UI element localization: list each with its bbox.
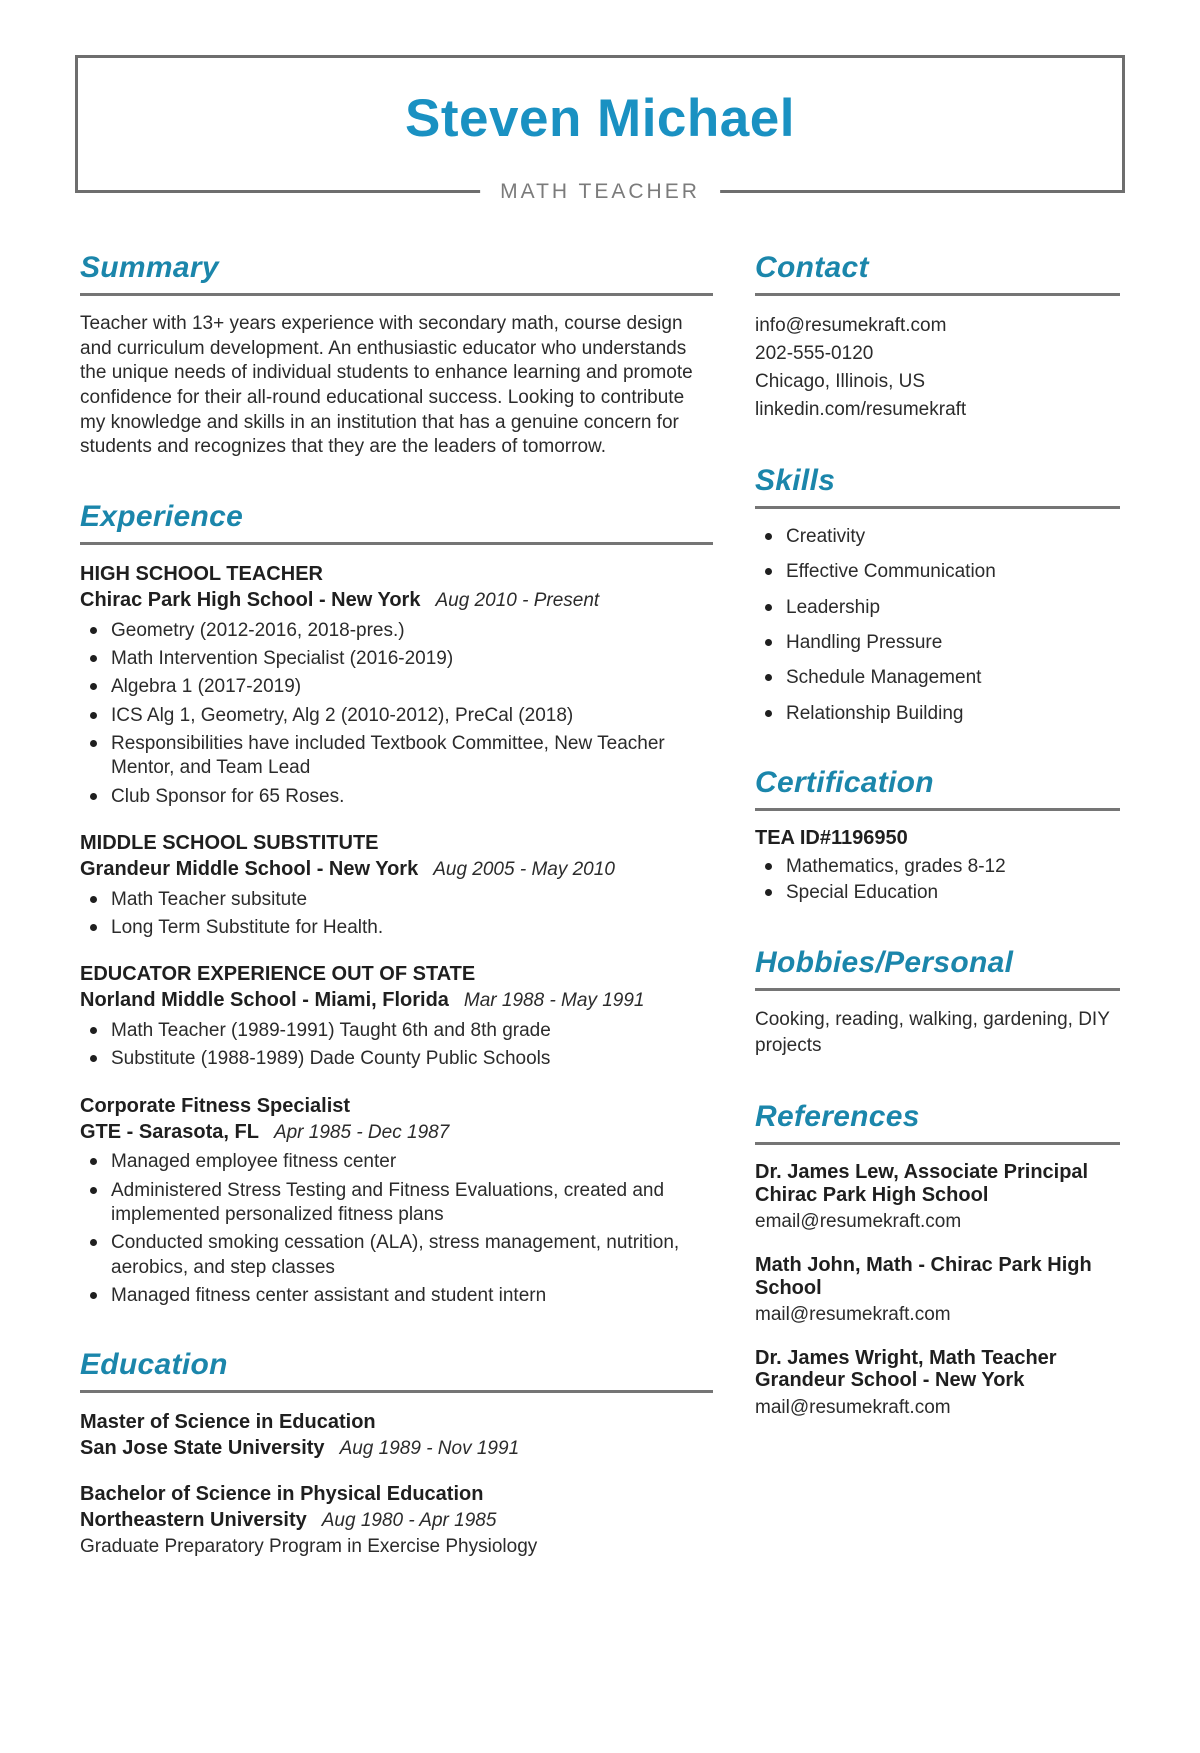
job-bullet: Long Term Substitute for Health. (80, 916, 713, 940)
degree-title: Master of Science in Education (80, 1411, 376, 1434)
job-bullet: Math Teacher (1989-1991) Taught 6th and 8th grade (80, 1019, 713, 1043)
reference-entry (755, 1161, 1120, 1233)
summary-heading: Summary (80, 251, 713, 296)
left-column (80, 251, 713, 1598)
skills-list (755, 525, 1120, 726)
job-bullets (80, 1150, 713, 1308)
certification-item: Special Education (755, 881, 1120, 905)
job-org: GTE - Sarasota, FL (80, 1120, 259, 1143)
job-bullet: Administered Stress Testing and Fitness Evaluations, created and implemented personalized fitness plans (80, 1179, 713, 1228)
contact-heading: Contact (755, 251, 1120, 296)
certification-item: Mathematics, grades 8-12 (755, 855, 1120, 879)
job-org-line (80, 587, 713, 614)
school-dates: Aug 1989 - Nov 1991 (339, 1438, 520, 1460)
job-entry (80, 830, 713, 940)
job-bullet: Club Sponsor for 65 Roses. (80, 785, 713, 809)
job-bullet: Math Teacher subsitute (80, 888, 713, 912)
person-role: MATH TEACHER (480, 180, 720, 204)
resume-page (0, 55, 1200, 1598)
skills-section (755, 464, 1120, 726)
job-dates: Aug 2005 - May 2010 (433, 859, 615, 880)
skill-item: Relationship Building (755, 702, 1120, 726)
job-dates: Apr 1985 - Dec 1987 (273, 1121, 450, 1143)
reference-entry (755, 1347, 1120, 1419)
job-dates: Mar 1988 - May 1991 (463, 990, 645, 1012)
school-name: San Jose State University (80, 1437, 325, 1460)
job-bullet: Substitute (1988-1989) Dade County Public Schools (80, 1047, 713, 1071)
certification-list (755, 855, 1120, 906)
job-bullet: Math Intervention Specialist (2016-2019) (80, 647, 713, 671)
references-section (755, 1100, 1120, 1418)
school-dates: Aug 1980 - Apr 1985 (321, 1509, 497, 1531)
reference-email: mail@resumekraft.com (755, 1304, 951, 1325)
experience-heading: Experience (80, 500, 713, 545)
job-org: Norland Middle School - Miami, Florida (80, 989, 449, 1012)
education-heading: Education (80, 1348, 713, 1393)
job-title: HIGH SCHOOL TEACHER (80, 563, 323, 586)
job-entry (80, 961, 713, 1071)
education-entry (80, 1481, 713, 1558)
education-note: Graduate Preparatory Program in Exercise Physiology (80, 1535, 538, 1557)
degree-title: Bachelor of Science in Physical Education (80, 1482, 484, 1505)
job-title: MIDDLE SCHOOL SUBSTITUTE (80, 832, 379, 854)
job-bullet: Managed employee fitness center (80, 1150, 713, 1174)
certification-id: TEA ID#1196950 (755, 826, 908, 849)
skill-item: Handling Pressure (755, 631, 1120, 655)
reference-entry (755, 1254, 1120, 1326)
education-section (80, 1348, 713, 1557)
summary-section (80, 251, 713, 460)
education-entry (80, 1409, 713, 1462)
job-org-line (80, 987, 713, 1014)
skill-item: Effective Communication (755, 560, 1120, 584)
job-bullets (80, 888, 713, 941)
job-bullets (80, 1019, 713, 1072)
references-heading: References (755, 1100, 1120, 1145)
person-name: Steven Michael (405, 89, 795, 148)
hobbies-heading: Hobbies/Personal (755, 946, 1120, 991)
job-bullet: Responsibilities have included Textbook Committee, New Teacher Mentor, and Team Lead (80, 732, 713, 781)
reference-email: email@resumekraft.com (755, 1211, 962, 1233)
contact-email: info@resumekraft.com (755, 315, 947, 336)
job-org: Grandeur Middle School - New York (80, 858, 419, 880)
skill-item: Schedule Management (755, 666, 1120, 690)
contact-location: Chicago, Illinois, US (755, 371, 926, 392)
reference-name: Math John, Math - Chirac Park High School (755, 1254, 1092, 1299)
job-bullet: ICS Alg 1, Geometry, Alg 2 (2010-2012), PreCal (2018) (80, 704, 713, 728)
school-line (80, 1435, 713, 1462)
contact-linkedin: linkedin.com/resumekraft (755, 399, 967, 420)
certification-heading: Certification (755, 766, 1120, 811)
contact-phone: 202-555-0120 (755, 343, 874, 364)
summary-text: Teacher with 13+ years experience with secondary math, course design and curriculum development. An enthusiastic educator who understands the unique needs of individual students to enhance learning and promote confidence for their all-round educational success. Looking to contribute my knowledge and skills in an institution that has a genuine concern for students and recognizes that they are the leaders of tomorrow. (80, 313, 693, 458)
job-org: Chirac Park High School - New York (80, 589, 421, 612)
job-bullet: Managed fitness center assistant and student intern (80, 1284, 713, 1308)
reference-email: mail@resumekraft.com (755, 1396, 951, 1418)
hobbies-section (755, 946, 1120, 1061)
job-org-line (80, 856, 713, 883)
reference-name: Dr. James Wright, Math Teacher Grandeur School - New York (755, 1347, 1057, 1392)
school-name: Northeastern University (80, 1508, 307, 1531)
skill-item: Creativity (755, 525, 1120, 549)
job-bullet: Conducted smoking cessation (ALA), stress management, nutrition, aerobics, and step classes (80, 1231, 713, 1280)
skill-item: Leadership (755, 596, 1120, 620)
job-entry (80, 1093, 713, 1309)
right-column (755, 251, 1120, 1598)
job-dates: Aug 2010 - Present (435, 590, 600, 612)
job-title: EDUCATOR EXPERIENCE OUT OF STATE (80, 963, 476, 986)
certification-section (755, 766, 1120, 906)
contact-section (755, 251, 1120, 424)
job-bullet: Geometry (2012-2016, 2018-pres.) (80, 619, 713, 643)
skills-heading: Skills (755, 464, 1120, 509)
resume-header (75, 55, 1125, 203)
content-columns (0, 251, 1200, 1598)
experience-section (80, 500, 713, 1308)
job-org-line (80, 1119, 713, 1146)
job-entry (80, 561, 713, 809)
school-line (80, 1507, 713, 1534)
hobbies-text: Cooking, reading, walking, gardening, DIY projects (755, 1008, 1110, 1057)
reference-name: Dr. James Lew, Associate Principal Chirac Park High School (755, 1161, 1089, 1206)
job-bullet: Algebra 1 (2017-2019) (80, 675, 713, 699)
job-bullets (80, 619, 713, 809)
job-title: Corporate Fitness Specialist (80, 1094, 351, 1117)
